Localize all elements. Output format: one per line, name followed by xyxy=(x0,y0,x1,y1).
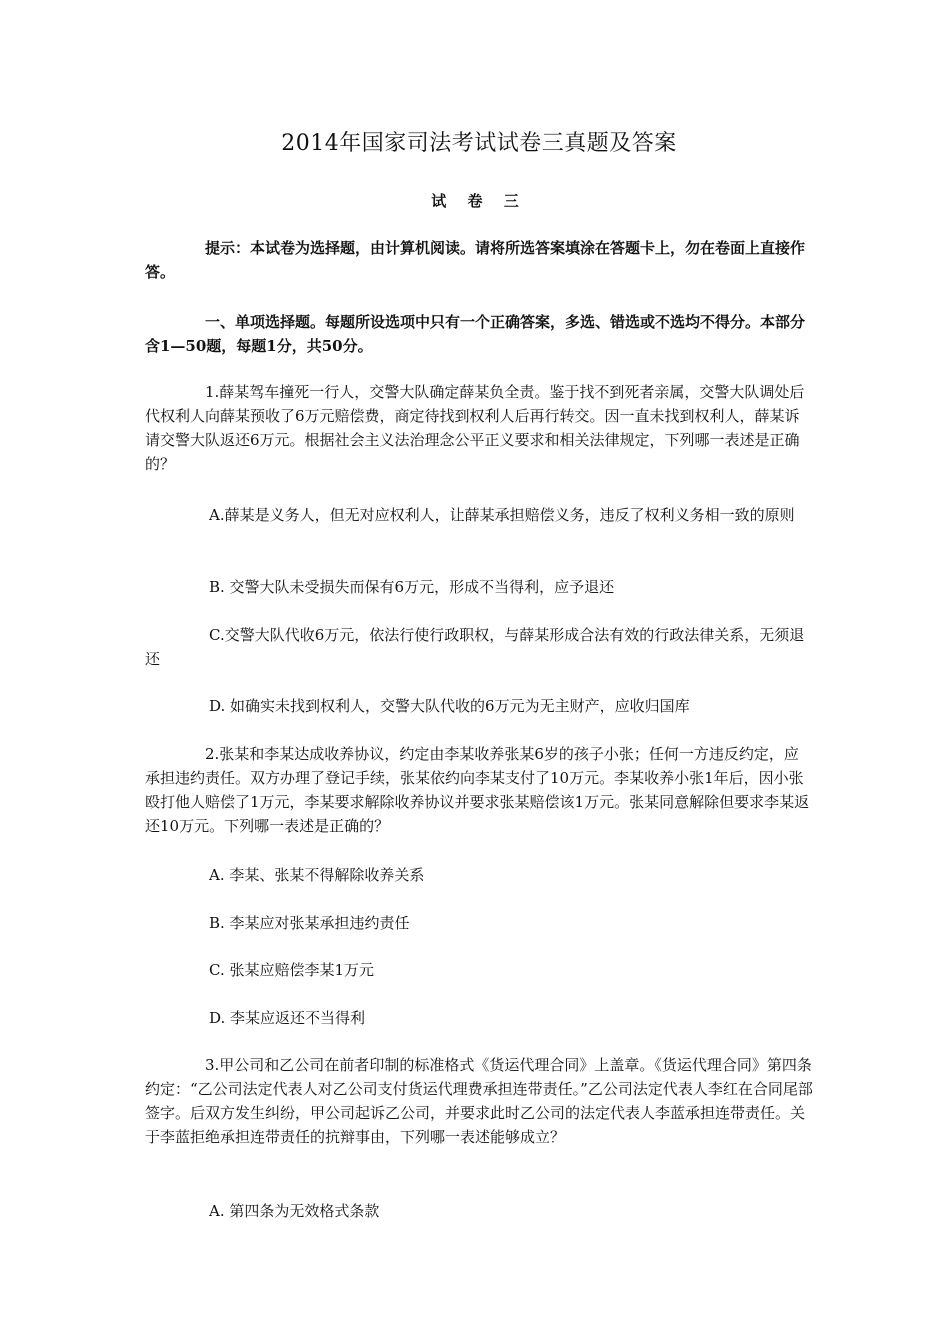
question-3-stem: 3.甲公司和乙公司在前者印制的标准格式《货运代理合同》上盖章。《货运代理合同》第四条约定：“乙公司法定代表人对乙公司支付货运代理费承担连带责任。”乙公司法定代表人李红在合同尾部签字。后双方发生纠纷，甲公司起诉乙公司，并要求此时乙公司的法定代表人李蓝承担连带责任。关于李蓝拒绝承担连带责任的抗辩事由，下列哪一表述能够成立？ xyxy=(145,1056,813,1146)
question-2-option-d: D. 李某应返还不当得利 xyxy=(209,1009,366,1027)
question-3-option-a: A. 第四条为无效格式条款 xyxy=(209,1202,380,1220)
notice-paragraph: 提示：本试卷为选择题，由计算机阅读。请将所选答案填涂在答题卡上，勿在卷面上直接作答。 xyxy=(145,239,806,281)
paper-subtitle: 试 卷 三 xyxy=(431,192,527,210)
document-title: 2014年国家司法考试试卷三真题及答案 xyxy=(281,131,677,156)
question-1-option-a: A.薛某是义务人，但无对应权利人，让薛某承担赔偿义务，违反了权利义务相一致的原则 xyxy=(209,506,795,524)
question-1-stem: 1.薛某驾车撞死一行人，交警大队确定薛某负全责。鉴于找不到死者亲属，交警大队调处后代权利人向薛某预收了6万元赔偿费，商定待找到权利人后再行转交。因一直未找到权利人，薛某诉请交警大队返还6万元。根据社会主义法治理念公平正义要求和相关法律规定，下列哪一表述是正确的？ xyxy=(145,383,805,473)
question-1-option-b: B. 交警大队未受损失而保有6万元，形成不当得利，应予退还 xyxy=(209,578,615,596)
question-2-option-c: C. 张某应赔偿李某1万元 xyxy=(209,961,375,979)
question-1-option-c: C.交警大队代收6万元，依法行使行政职权，与薛某形成合法有效的行政法律关系，无须退还 xyxy=(145,626,805,668)
section-heading: 一、单项选择题。每题所设选项中只有一个正确答案，多选、错选或不选均不得分。本部分含1—50题，每题1分，共50分。 xyxy=(145,313,806,355)
question-2-stem: 2.张某和李某达成收养协议，约定由李某收养张某6岁的孩子小张；任何一方违反约定，应承担违约责任。双方办理了登记手续，张某依约向李某支付了10万元。李某收养小张1年后，因小张殴打他人赔偿了1万元，李某要求解除收养协议并要求张某赔偿该1万元。张某同意解除但要求李某返还10万元。下列哪一表述是正确的？ xyxy=(145,745,810,835)
question-2-option-a: A. 李某、张某不得解除收养关系 xyxy=(209,866,425,884)
question-1-option-d: D. 如确实未找到权利人，交警大队代收的6万元为无主财产，应收归国库 xyxy=(209,697,690,715)
question-2-option-b: B. 李某应对张某承担违约责任 xyxy=(209,914,410,932)
